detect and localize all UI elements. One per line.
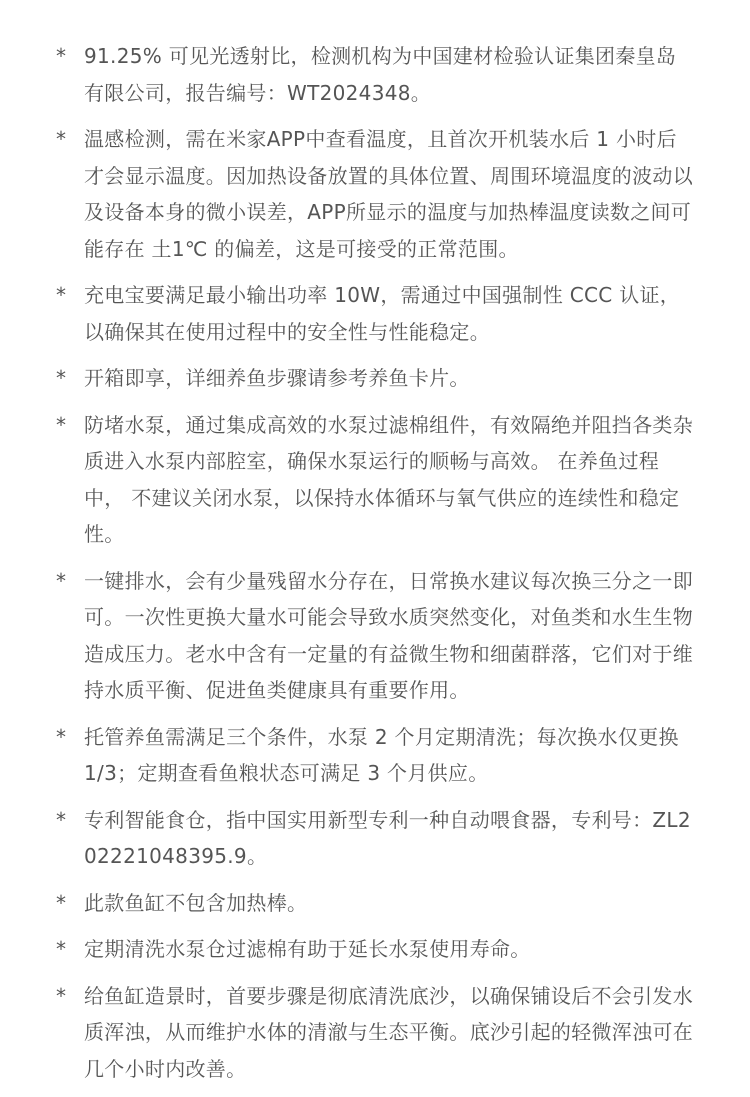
note-one-key-drain xyxy=(56,563,696,709)
note-text: 开箱即享，详细养鱼步骤请参考养鱼卡片。 xyxy=(84,366,470,390)
bullet-star: * xyxy=(56,366,67,390)
note-hosted-fish-keeping xyxy=(56,719,696,792)
note-filter-cleaning xyxy=(56,931,696,968)
bullet-star: * xyxy=(56,568,67,593)
note-temperature-sensing xyxy=(56,121,696,267)
note-light-transmittance xyxy=(56,38,696,111)
bullet-star: * xyxy=(56,283,67,307)
bullet-star: * xyxy=(56,983,67,1008)
bullet-star: * xyxy=(56,127,67,151)
bullet-star: * xyxy=(56,412,67,437)
note-text: 托管养鱼需满足三个条件，水泵 2 个月定期清洗；每次换水仅更换 1/3；定期查看鱼粮状态可满足 3 个月供应。 xyxy=(84,724,679,785)
note-anti-clog-pump xyxy=(56,407,696,553)
note-text: 给鱼缸造景时，首要步骤是彻底清洗底沙，以确保铺设后不会引发水质浑浊，从而维护水体的清澈与生态平衡。底沙引起的轻微浑浊可在几个小时内改善。 xyxy=(84,983,693,1081)
product-notes-list xyxy=(56,38,696,1097)
note-aquascaping-sand xyxy=(56,978,696,1088)
note-text: 一键排水，会有少量残留水分存在，日常换水建议每次换三分之一即可。一次性更换大量水可能会导致水质突然变化，对鱼类和水生生物造成压力。老水中含有一定量的有益微生物和细菌群落，它们对于维持水质平衡、促进鱼类健康具有重要作用。 xyxy=(84,568,693,702)
note-power-bank xyxy=(56,277,696,350)
note-text: 此款鱼缸不包含加热棒。 xyxy=(84,890,308,915)
bullet-star: * xyxy=(56,724,67,749)
note-text: 防堵水泵，通过集成高效的水泵过滤棉组件，有效隔绝并阻挡各类杂质进入水泵内部腔室，确保水泵运行的顺畅与高效。 在养鱼过程中， 不建议关闭水泵，以保持水体循环与氧气供应的连续性和稳定性。 xyxy=(84,412,693,546)
bullet-star: * xyxy=(56,44,67,68)
bullet-star: * xyxy=(56,937,67,961)
note-patent-feeder xyxy=(56,802,696,875)
note-text: 温感检测，需在米家APP中查看温度，且首次开机装水后 1 小时后才会显示温度。因加热设备放置的具体位置、周围环境温度的波动以及设备本身的微小误差，APP所显示的温度与加热棒温度读数之间可能存在 土1℃ 的偏差，这是可接受的正常范围。 xyxy=(84,127,693,261)
bullet-star: * xyxy=(56,807,67,832)
note-no-heater xyxy=(56,885,696,922)
note-text: 充电宝要满足最小输出功率 10W，需通过中国强制性 CCC 认证，以确保其在使用过程中的安全性与性能稳定。 xyxy=(84,283,681,344)
note-text: 定期清洗水泵仓过滤棉有助于延长水泵使用寿命。 xyxy=(84,937,531,961)
bullet-star: * xyxy=(56,890,67,915)
note-unboxing xyxy=(56,360,696,397)
note-text: 专利智能食仓，指中国实用新型专利一种自动喂食器，专利号：ZL202221048395.9。 xyxy=(84,807,691,868)
note-text: 91.25% 可见光透射比，检测机构为中国建材检验认证集团秦皇岛有限公司，报告编号：WT2024348。 xyxy=(84,44,677,105)
